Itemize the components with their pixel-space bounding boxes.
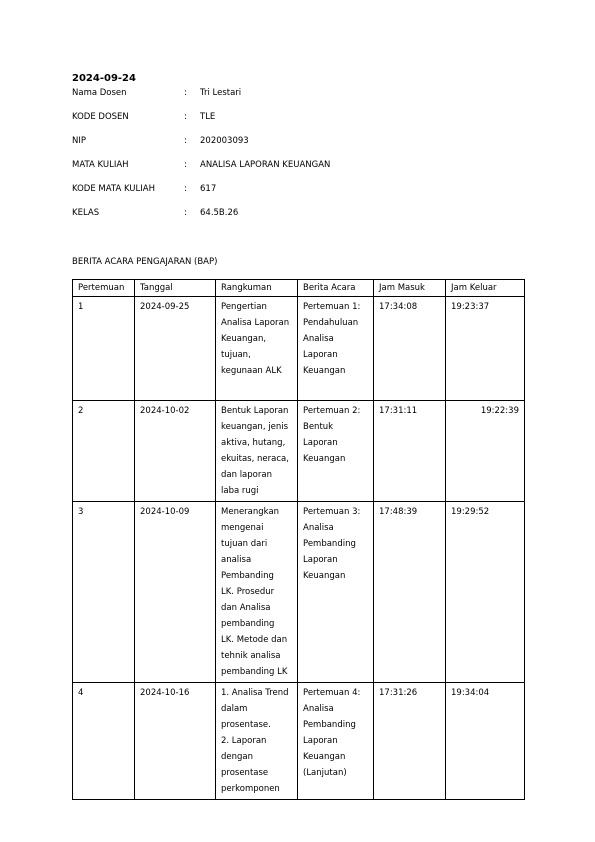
cell-berita-acara: Pertemuan 4: Analisa Pembanding Laporan Keuangan (Lanjutan) (298, 683, 374, 800)
cell-berita-acara: Pertemuan 3: Analisa Pembanding Laporan Keuangan (298, 502, 374, 683)
column-header-tanggal: Tanggal (135, 280, 216, 297)
table-header-row (73, 280, 525, 297)
cell-rangkuman: Pengertian Analisa Laporan Keuangan, tujuan, kegunaan ALK (216, 297, 298, 401)
cell-rangkuman: Bentuk Laporan keuangan, jenis aktiva, hutang, ekuitas, neraca, dan laporan laba rugi (216, 401, 298, 502)
cell-berita-acara: Pertemuan 1: Pendahuluan Analisa Laporan Keuangan (298, 297, 374, 401)
info-separator: : (184, 88, 187, 98)
column-header-jam-masuk: Jam Masuk (374, 280, 446, 297)
cell-rangkuman: Menerangkan mengenai tujuan dari analisa Pembanding LK. Prosedur dan Analisa pembanding LK. Metode dan tehnik analisa pembanding LK (216, 502, 298, 683)
cell-tanggal: 2024-10-16 (135, 683, 216, 800)
cell-jam-keluar: 19:22:39 (446, 401, 525, 502)
column-header-rangkuman: Rangkuman (216, 280, 298, 297)
info-separator: : (184, 208, 187, 218)
info-label: Nama Dosen (72, 88, 127, 98)
cell-jam-masuk: 17:31:11 (374, 401, 446, 502)
column-header-pertemuan: Pertemuan (73, 280, 135, 297)
column-header-berita-acara: Berita Acara (298, 280, 374, 297)
cell-jam-masuk: 17:48:39 (374, 502, 446, 683)
cell-jam-masuk: 17:31:26 (374, 683, 446, 800)
info-value: 617 (200, 184, 217, 194)
cell-tanggal: 2024-10-09 (135, 502, 216, 683)
info-label: KELAS (72, 208, 100, 218)
cell-pertemuan: 3 (73, 502, 135, 683)
bap-title: BERITA ACARA PENGAJARAN (BAP) (72, 257, 218, 267)
table-row (73, 683, 525, 800)
info-label: KODE MATA KULIAH (72, 184, 155, 194)
cell-jam-keluar: 19:34:04 (446, 683, 525, 800)
info-separator: : (184, 184, 187, 194)
info-value: Tri Lestari (200, 88, 242, 98)
cell-rangkuman: 1. Analisa Trend dalam prosentase. 2. Laporan dengan prosentase perkomponen (216, 683, 298, 800)
cell-jam-masuk: 17:34:08 (374, 297, 446, 401)
info-label: MATA KULIAH (72, 160, 129, 170)
cell-pertemuan: 4 (73, 683, 135, 800)
cell-pertemuan: 1 (73, 297, 135, 401)
cell-pertemuan: 2 (73, 401, 135, 502)
table-row (73, 297, 525, 401)
info-value: TLE (200, 112, 216, 122)
bap-table (72, 279, 525, 800)
table-row (73, 502, 525, 683)
info-label: KODE DOSEN (72, 112, 129, 122)
document-date: 2024-09-24 (72, 73, 136, 84)
info-value: ANALISA LAPORAN KEUANGAN (200, 160, 331, 170)
info-label: NIP (72, 136, 86, 146)
info-separator: : (184, 112, 187, 122)
cell-tanggal: 2024-10-02 (135, 401, 216, 502)
table-row (73, 401, 525, 502)
column-header-jam-keluar: Jam Keluar (446, 280, 525, 297)
cell-jam-keluar: 19:23:37 (446, 297, 525, 401)
info-separator: : (184, 160, 187, 170)
info-value: 202003093 (200, 136, 249, 146)
cell-berita-acara: Pertemuan 2: Bentuk Laporan Keuangan (298, 401, 374, 502)
info-value: 64.5B.26 (200, 208, 239, 218)
cell-jam-keluar: 19:29:52 (446, 502, 525, 683)
cell-tanggal: 2024-09-25 (135, 297, 216, 401)
info-separator: : (184, 136, 187, 146)
